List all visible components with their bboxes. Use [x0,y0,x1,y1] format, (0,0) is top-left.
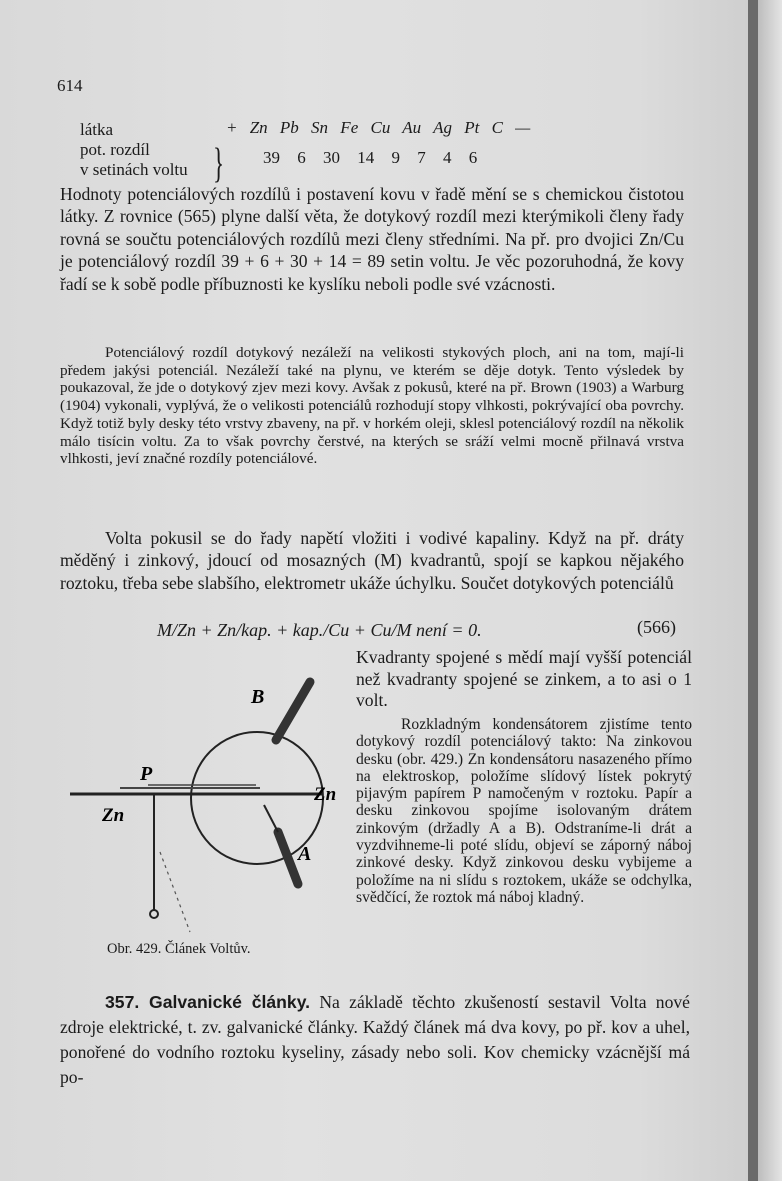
brace-symbol: } [213,141,225,187]
page-edge [758,0,782,1181]
book-spine [748,0,758,1181]
label-B: B [251,686,265,708]
wire-to-plate [264,805,278,832]
section-357 [60,990,690,1090]
series-label-pot: pot. rozdíl [80,140,150,159]
handle-A [278,832,298,884]
paragraph-2: Potenciálový rozdíl dotykový nezáleží na velikosti stykových ploch, ani na tom, mají-li předem jakýsi potenciál. Nezáleží také na plynu, ve kterém se děje dotyk. Tento výsledek by poukazoval, že jde o dotykový zjev mezi kovy. Avšak z pokusů, které na př. Brown (1903) a Warburg (1904) vykonali, vyplývá, že o velikosti potenciálů rozhodují stopy vlhkosti, pokrývající oba povrchy. Když totiž byly desky této vrstvy zbaveny, na př. v horkém oleji, sklesl potenciálový rozdíl na několik málo tisícin voltu. Za to však povrchy čerstvé, na kterých se sráží velmi mocně přilnavá vrstva vlhkosti, jeví značné rozdíly potenciálové. [60,344,684,468]
volta-cell-figure [60,672,350,940]
label-P: P [140,763,153,785]
label-Zn-left: Zn [102,805,125,826]
equation-566: M/Zn + Zn/kap. + kap./Cu + Cu/M není = 0. [157,620,482,640]
page-number: 614 [57,76,83,95]
series-label-latka: látka [80,120,114,139]
series-values: 39 6 30 14 9 7 4 6 [263,148,478,167]
electrochemical-series-symbols: + Zn Pb Sn Fe Cu Au Ag Pt C — [226,118,531,137]
right-paragraph-2: Rozkladným kondensátorem zjistíme tento dotykový rozdíl potenciálový takto: Na zinkovou desku (obr. 429.) Zn kondensátoru nasazeného přímo na elektroskop, položíme slídový lístek pokrytý pijavým papírem P namočeným v roztoku. Papír a desku zinkovou spojíme isolovaným drátem zinkovým (držadly A a B). Odstraníme-li drát a vyzdvihneme-li poté slídu, objeví se záporný náboj zinkové desky. Když zinkovou desku vybijeme a položíme na ni slídu s roztokem, ukáže se odchylka, svědčící, že roztok má náboj kladný. [356,716,692,906]
handle-B [276,682,310,740]
figure-caption: Obr. 429. Článek Voltův. [107,941,251,957]
dashed-guide-line [160,852,190,932]
right-paragraph-1: Kvadranty spojené s mědí mají vyšší potenciál než kvadranty spojené se zinkem, a to asi o 1 volt. [356,647,692,710]
paragraph-3: Volta pokusil se do řady napětí vložiti i vodivé kapaliny. Když na př. dráty měděný i zinkový, jdoucí od mosazných (M) kvadrantů, spojí se kapkou nějakého roztoku, třeba sebe slabšího, elektrometr ukáže úchylku. Součet dotykových potenciálů [60,528,684,593]
equation-number: (566) [637,617,676,637]
series-label-setin: v setinách voltu [80,160,188,179]
label-Zn-right: Zn [314,784,337,805]
section-heading: 357. Galvanické články. [105,992,311,1012]
label-A: A [298,843,312,865]
section-text: Na základě těchto zkušeností sestavil Volta nové zdroje elektrické, t. zv. galvanické články. Každý článek má dva kovy, po př. kov a uhel, ponořené do vodního roztoku kyseliny, zásady nebo soli. Kov chemicky vzácnější má po- [60,992,690,1087]
stem-knob [150,910,158,918]
paragraph-1: Hodnoty potenciálových rozdílů i postavení kovu v řadě mění se s chemickou čistotou látky. Z rovnice (565) plyne další věta, že dotykový rozdíl mezi kterýmikoli členy řady rovná se součtu potenciálových rozdílů mezi členy středními. Na př. pro dvojici Zn/Cu je potenciálový rozdíl 39 + 6 + 30 + 14 = 89 setin voltu. Je věc pozoruhodná, že kovy řadí se k sobě podle příbuznosti ke kyslíku neboli podle své vzácnosti. [60,184,684,294]
